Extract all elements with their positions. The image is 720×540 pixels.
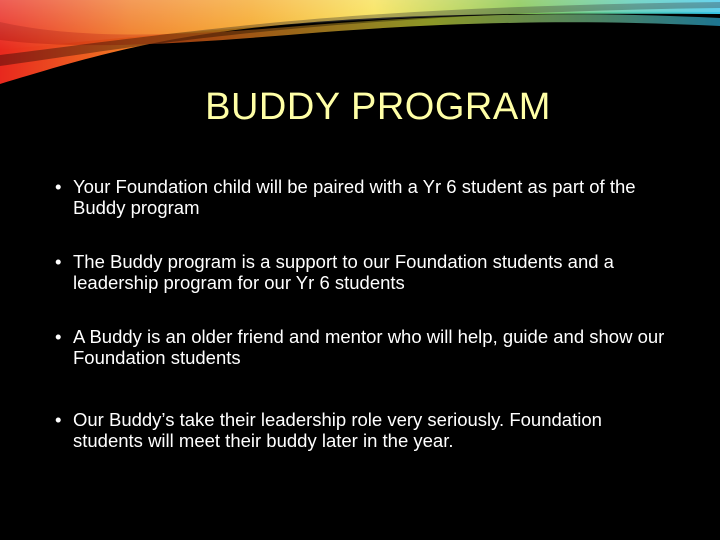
bullet-glyph: • (55, 409, 62, 430)
bullet-list (55, 176, 675, 451)
decorative-banner (0, 0, 720, 100)
bullet-item (55, 326, 675, 368)
bullet-text: The Buddy program is a support to our Foundation students and a leadership program for our Yr 6 students (73, 251, 614, 293)
bullet-glyph: • (55, 251, 62, 272)
bullet-glyph: • (55, 176, 62, 197)
bullet-glyph: • (55, 326, 62, 347)
bullet-text: A Buddy is an older friend and mentor who will help, guide and show our Foundation students (73, 326, 665, 368)
bullet-item (55, 409, 675, 451)
slide-title: BUDDY PROGRAM (205, 86, 551, 128)
bullet-text: Your Foundation child will be paired with a Yr 6 student as part of the Buddy program (73, 176, 636, 218)
bullet-item (55, 176, 675, 218)
bullet-text: Our Buddy’s take their leadership role very seriously. Foundation students will meet their buddy later in the year. (73, 409, 602, 451)
bullet-item (55, 251, 675, 293)
